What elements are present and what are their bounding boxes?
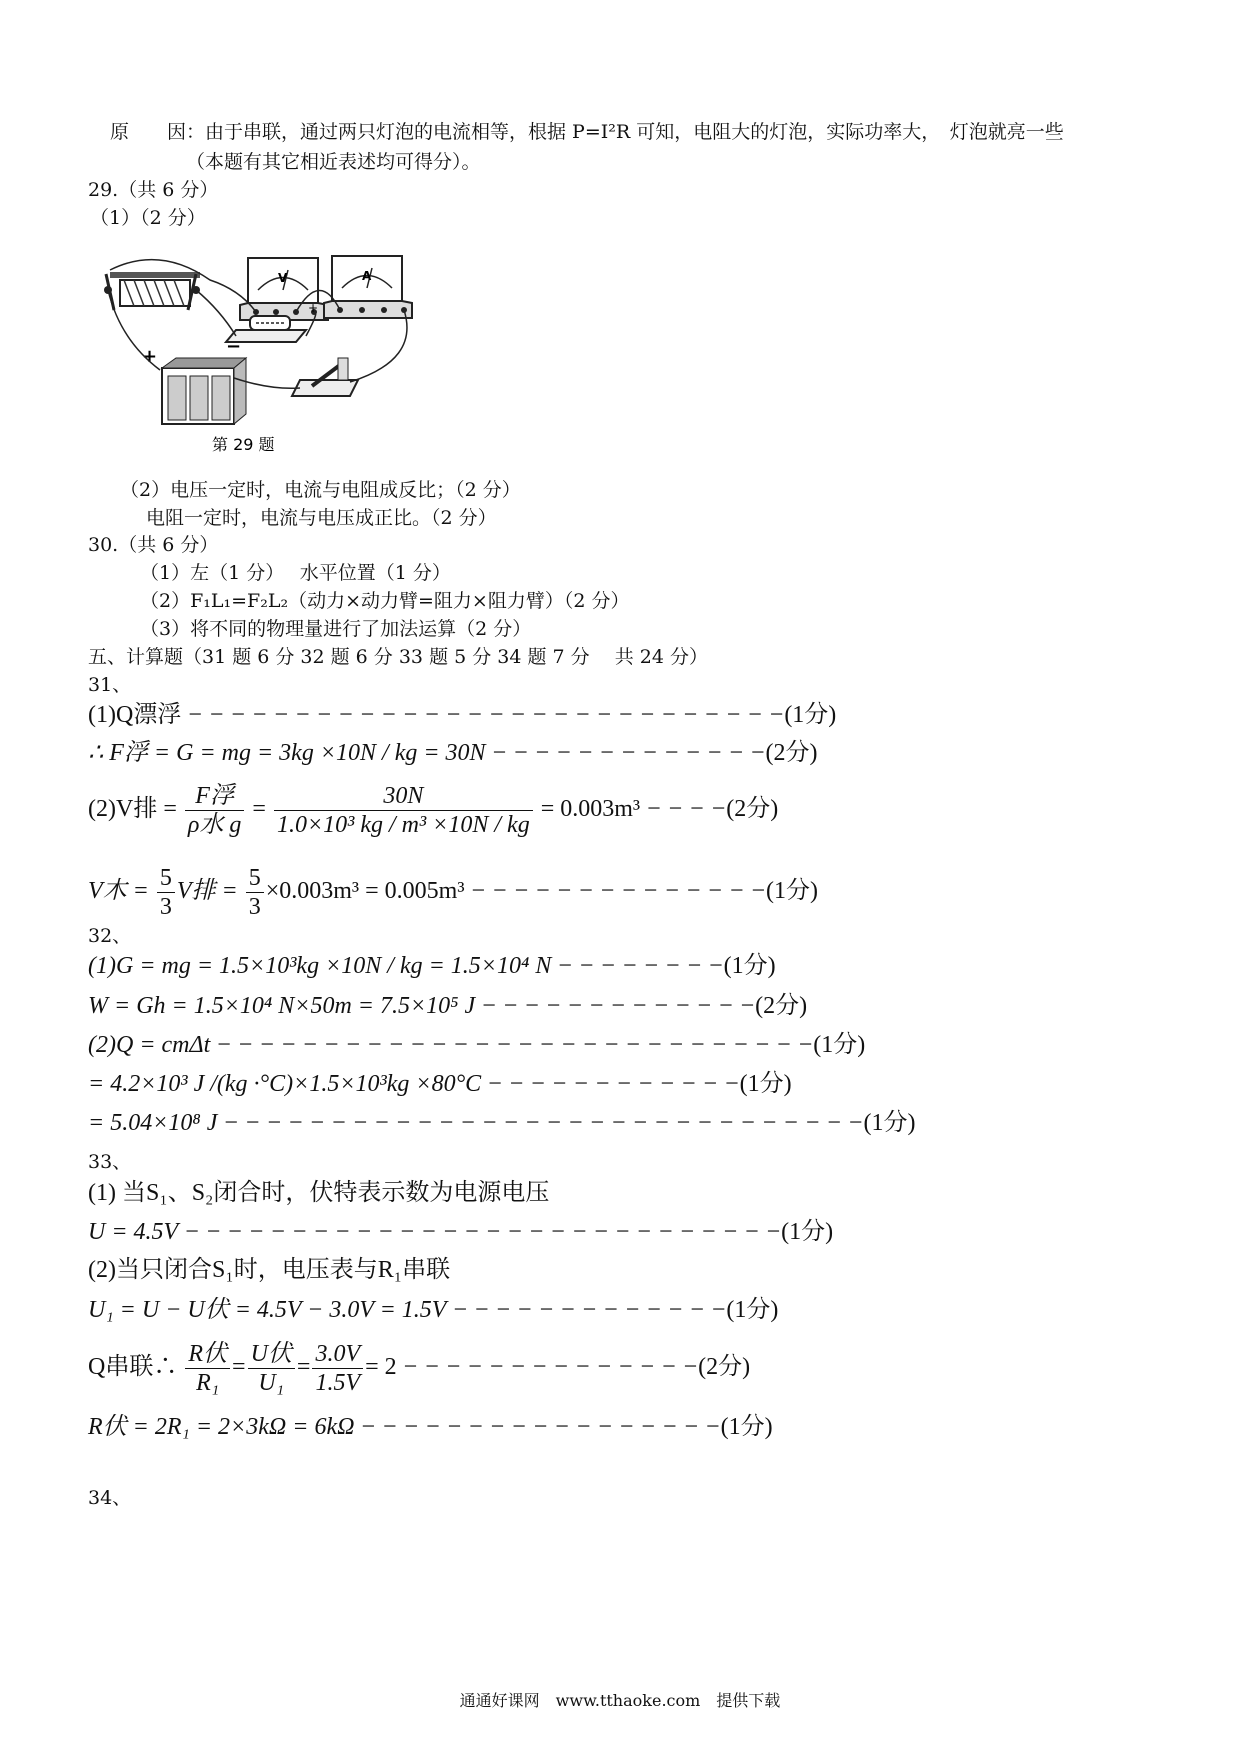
q31-line3-frac1 — [185, 782, 245, 839]
q31-line1: (1)Q漂浮 − − − − − − − − − − − − − − − − − − − − − − − − − − − −(1分) — [88, 702, 837, 728]
circuit-figure — [100, 250, 460, 470]
q32-line5: = 5.04×10⁸ J − − − − − − − − − − − − − − − − − − − − − − − − − − − − − −(1分) — [88, 1110, 916, 1136]
q33-frac3-num: 3.0V — [312, 1340, 363, 1369]
q30-header: 30.（共 6 分） — [88, 534, 219, 556]
q33-frac3-den: 1.5V — [315, 1370, 361, 1396]
q31-line4-result: ×0.003m³ = 0.005m³ — [265, 878, 465, 905]
q31-line2-score: (2分) — [765, 740, 818, 766]
figure-caption: 第 29 题 — [212, 435, 275, 454]
q33-line4: U₁ = U − U伏 = 4.5V − 3.0V = 1.5V − − − − − − − − − − − − −(1分) — [88, 1297, 779, 1323]
q31-line4-frac1 — [157, 864, 175, 921]
q33-line5: Q串联∴ $\frac{\text{R伏}}{\text{R₁}}$ = $\frac{\text{U伏}}{\text{U₁}}$ = $\frac{3.0V}{1.5V}$ = 2 − − − − − − − − − − − − − −(2分) — [88, 1341, 751, 1396]
q33-line1: (1) 当S₁、S₂闭合时，伏特表示数为电源电压 — [88, 1180, 550, 1206]
q31-line2-text: ∴ F浮 = G = mg = 3kg ×10N / kg = 30N — [88, 740, 486, 766]
q30-line3: （3）将不同的物理量进行了加法运算（2 分） — [140, 618, 532, 640]
q31-line2: ∴ F浮 = G = mg = 3kg ×10N / kg = 30N − − − − − − − − − − − − −(2分) — [88, 740, 818, 766]
q32-line4-score: (1分) — [739, 1071, 792, 1097]
reason-note: （本题有其它相近表述均可得分）。 — [186, 151, 481, 173]
q30-line1: （1）左（1 分） 水平位置（1 分） — [140, 562, 451, 584]
q32-line3-score: (1分) — [813, 1032, 866, 1058]
q31-line3-score: (2分) — [726, 796, 779, 823]
q31-line3-frac2 — [274, 782, 533, 839]
q31-frac2-num: 30N — [274, 782, 533, 811]
reason-text: 由于串联，通过两只灯泡的电流相等，根据 P=I²R 可知，电阻大的灯泡，实际功率大， 灯泡就亮一些 — [205, 121, 1064, 143]
q33-line5-prefix: Q串联∴ — [88, 1354, 178, 1381]
q32-line2-text: W = Gh = 1.5×10⁴ N×50m = 7.5×10⁵ J — [88, 993, 476, 1019]
q31-line4-den: 3 — [159, 894, 172, 920]
q33-line3: (2)当只闭合S₁时，电压表与R₁串联 — [88, 1257, 451, 1283]
q31-line4-mid: V排 = — [176, 878, 238, 905]
q33-line5-frac3 — [312, 1340, 363, 1397]
q31-frac1-num: F浮 — [185, 782, 245, 811]
q29-part1: （1）（2 分） — [90, 207, 206, 229]
battery-plus: + — [142, 346, 158, 367]
ammeter — [308, 256, 412, 318]
q33-line5-frac1 — [185, 1340, 230, 1397]
battery-minus: − — [226, 336, 242, 357]
q31-line4-prefix: V木 = — [88, 878, 149, 905]
q33-header: 33、 — [88, 1151, 132, 1173]
q32-line5-text: = 5.04×10⁸ J — [88, 1110, 218, 1136]
q33-frac2-num: U伏 — [248, 1340, 295, 1369]
q33-line4-text: U₁ = U − U伏 = 4.5V − 3.0V = 1.5V — [88, 1297, 447, 1323]
reason-line — [110, 120, 1064, 144]
q31-line4-score: (1分) — [766, 878, 818, 905]
q31-line4: V木 = $\frac{5}{3}$ V排 = $\frac{5}{3}$ ×0.003m³ = 0.005m³ − − − − − − − − − − − − − −(1分) — [88, 865, 818, 920]
q31-line3-prefix: (2)V排 = — [88, 796, 177, 823]
q33-line2-score: (1分) — [781, 1219, 834, 1245]
q32-line4: = 4.2×10³ J /(kg ·°C)×1.5×10³kg ×80°C − − − − − − − − − − − −(1分) — [88, 1071, 792, 1097]
q33-line5-result: = 2 — [365, 1354, 397, 1381]
q29-part2-b: 电阻一定时，电流与电压成正比。（2 分） — [146, 507, 497, 529]
q31-header: 31、 — [88, 674, 132, 696]
section-5-title: 五、计算题（31 题 6 分 32 题 6 分 33 题 5 分 34 题 7 分 共 24 分） — [88, 646, 708, 668]
q33-frac1-num: R伏 — [185, 1340, 230, 1369]
q29-part2-a: （2）电压一定时，电流与电阻成反比；（2 分） — [120, 479, 521, 501]
q33-line6-score: (1分) — [720, 1414, 773, 1440]
ammeter-label: A — [362, 269, 372, 283]
voltmeter-label: V — [278, 271, 288, 285]
q32-line3: (2)Q = cmΔt − − − − − − − − − − − − − − − − − − − − − − − − − − − −(1分) — [88, 1032, 866, 1058]
q33-line4-score: (1分) — [726, 1297, 779, 1323]
battery — [142, 336, 246, 424]
q32-line2-score: (2分) — [755, 993, 808, 1019]
reason-label: 原 因： — [110, 121, 206, 143]
q32-line3-text: (2)Q = cmΔt — [88, 1032, 211, 1058]
q32-line5-score: (1分) — [863, 1110, 916, 1136]
q31-line4-num: 5 — [157, 864, 175, 893]
ammeter-plus: + — [308, 301, 319, 315]
q33-line6: R伏 = 2R₁ = 2×3kΩ = 6kΩ − − − − − − − − − − − − − − − − −(1分) — [88, 1414, 773, 1440]
q33-line2-text: U = 4.5V — [88, 1219, 179, 1245]
q29-header: 29.（共 6 分） — [88, 179, 219, 201]
q31-line3-result: = 0.003m³ — [540, 796, 641, 823]
q33-line6-text: R伏 = 2R₁ = 2×3kΩ = 6kΩ — [88, 1414, 355, 1440]
q30-line2: （2）F₁L₁=F₂L₂（动力×动力臂=阻力×阻力臂）（2 分） — [140, 590, 630, 612]
rheostat — [104, 272, 200, 310]
q31-frac1-den: ρ水 g — [187, 812, 242, 838]
q33-frac1-den: R₁ — [196, 1370, 220, 1396]
q33-line5-frac2 — [248, 1340, 295, 1397]
q31-line1-score: (1分) — [784, 702, 837, 728]
q32-line2: W = Gh = 1.5×10⁴ N×50m = 7.5×10⁵ J − − − − − − − − − − − − −(2分) — [88, 993, 808, 1019]
q34-header: 34、 — [88, 1487, 132, 1509]
q31-line1-text: (1)Q漂浮 — [88, 702, 182, 728]
q32-line1-score: (1分) — [723, 953, 776, 979]
switch — [292, 358, 358, 396]
q32-line1: (1)G = mg = 1.5×10³kg ×10N / kg = 1.5×10⁴ N − − − − − − − −(1分) — [88, 953, 776, 979]
q32-line1-text: (1)G = mg = 1.5×10³kg ×10N / kg = 1.5×10⁴ N — [88, 953, 552, 979]
q31-line4-num2: 5 — [246, 864, 264, 893]
q33-line2: U = 4.5V − − − − − − − − − − − − − − − − − − − − − − − − − − − −(1分) — [88, 1219, 834, 1245]
page-footer: 通通好课网 www.tthaoke.com 提供下载 — [459, 1691, 781, 1710]
q31-line4-frac2 — [246, 864, 264, 921]
q31-frac2-den: 1.0×10³ kg / m³ ×10N / kg — [276, 812, 530, 838]
q33-frac2-den: U₁ — [258, 1370, 285, 1396]
q31-line4-den2: 3 — [248, 894, 261, 920]
q32-line4-text: = 4.2×10³ J /(kg ·°C)×1.5×10³kg ×80°C — [88, 1071, 482, 1097]
q32-header: 32、 — [88, 925, 132, 947]
q31-line3: (2)V排 = $\frac{\text{F浮}}{\text{ρ水 g}}$ = $\frac{30N}{\text{1.0×10³ kg / m³ ×10N / kg}}$ = 0.003m³ − − − −(2分) — [88, 783, 779, 838]
q33-line5-score: (2分) — [698, 1354, 751, 1381]
